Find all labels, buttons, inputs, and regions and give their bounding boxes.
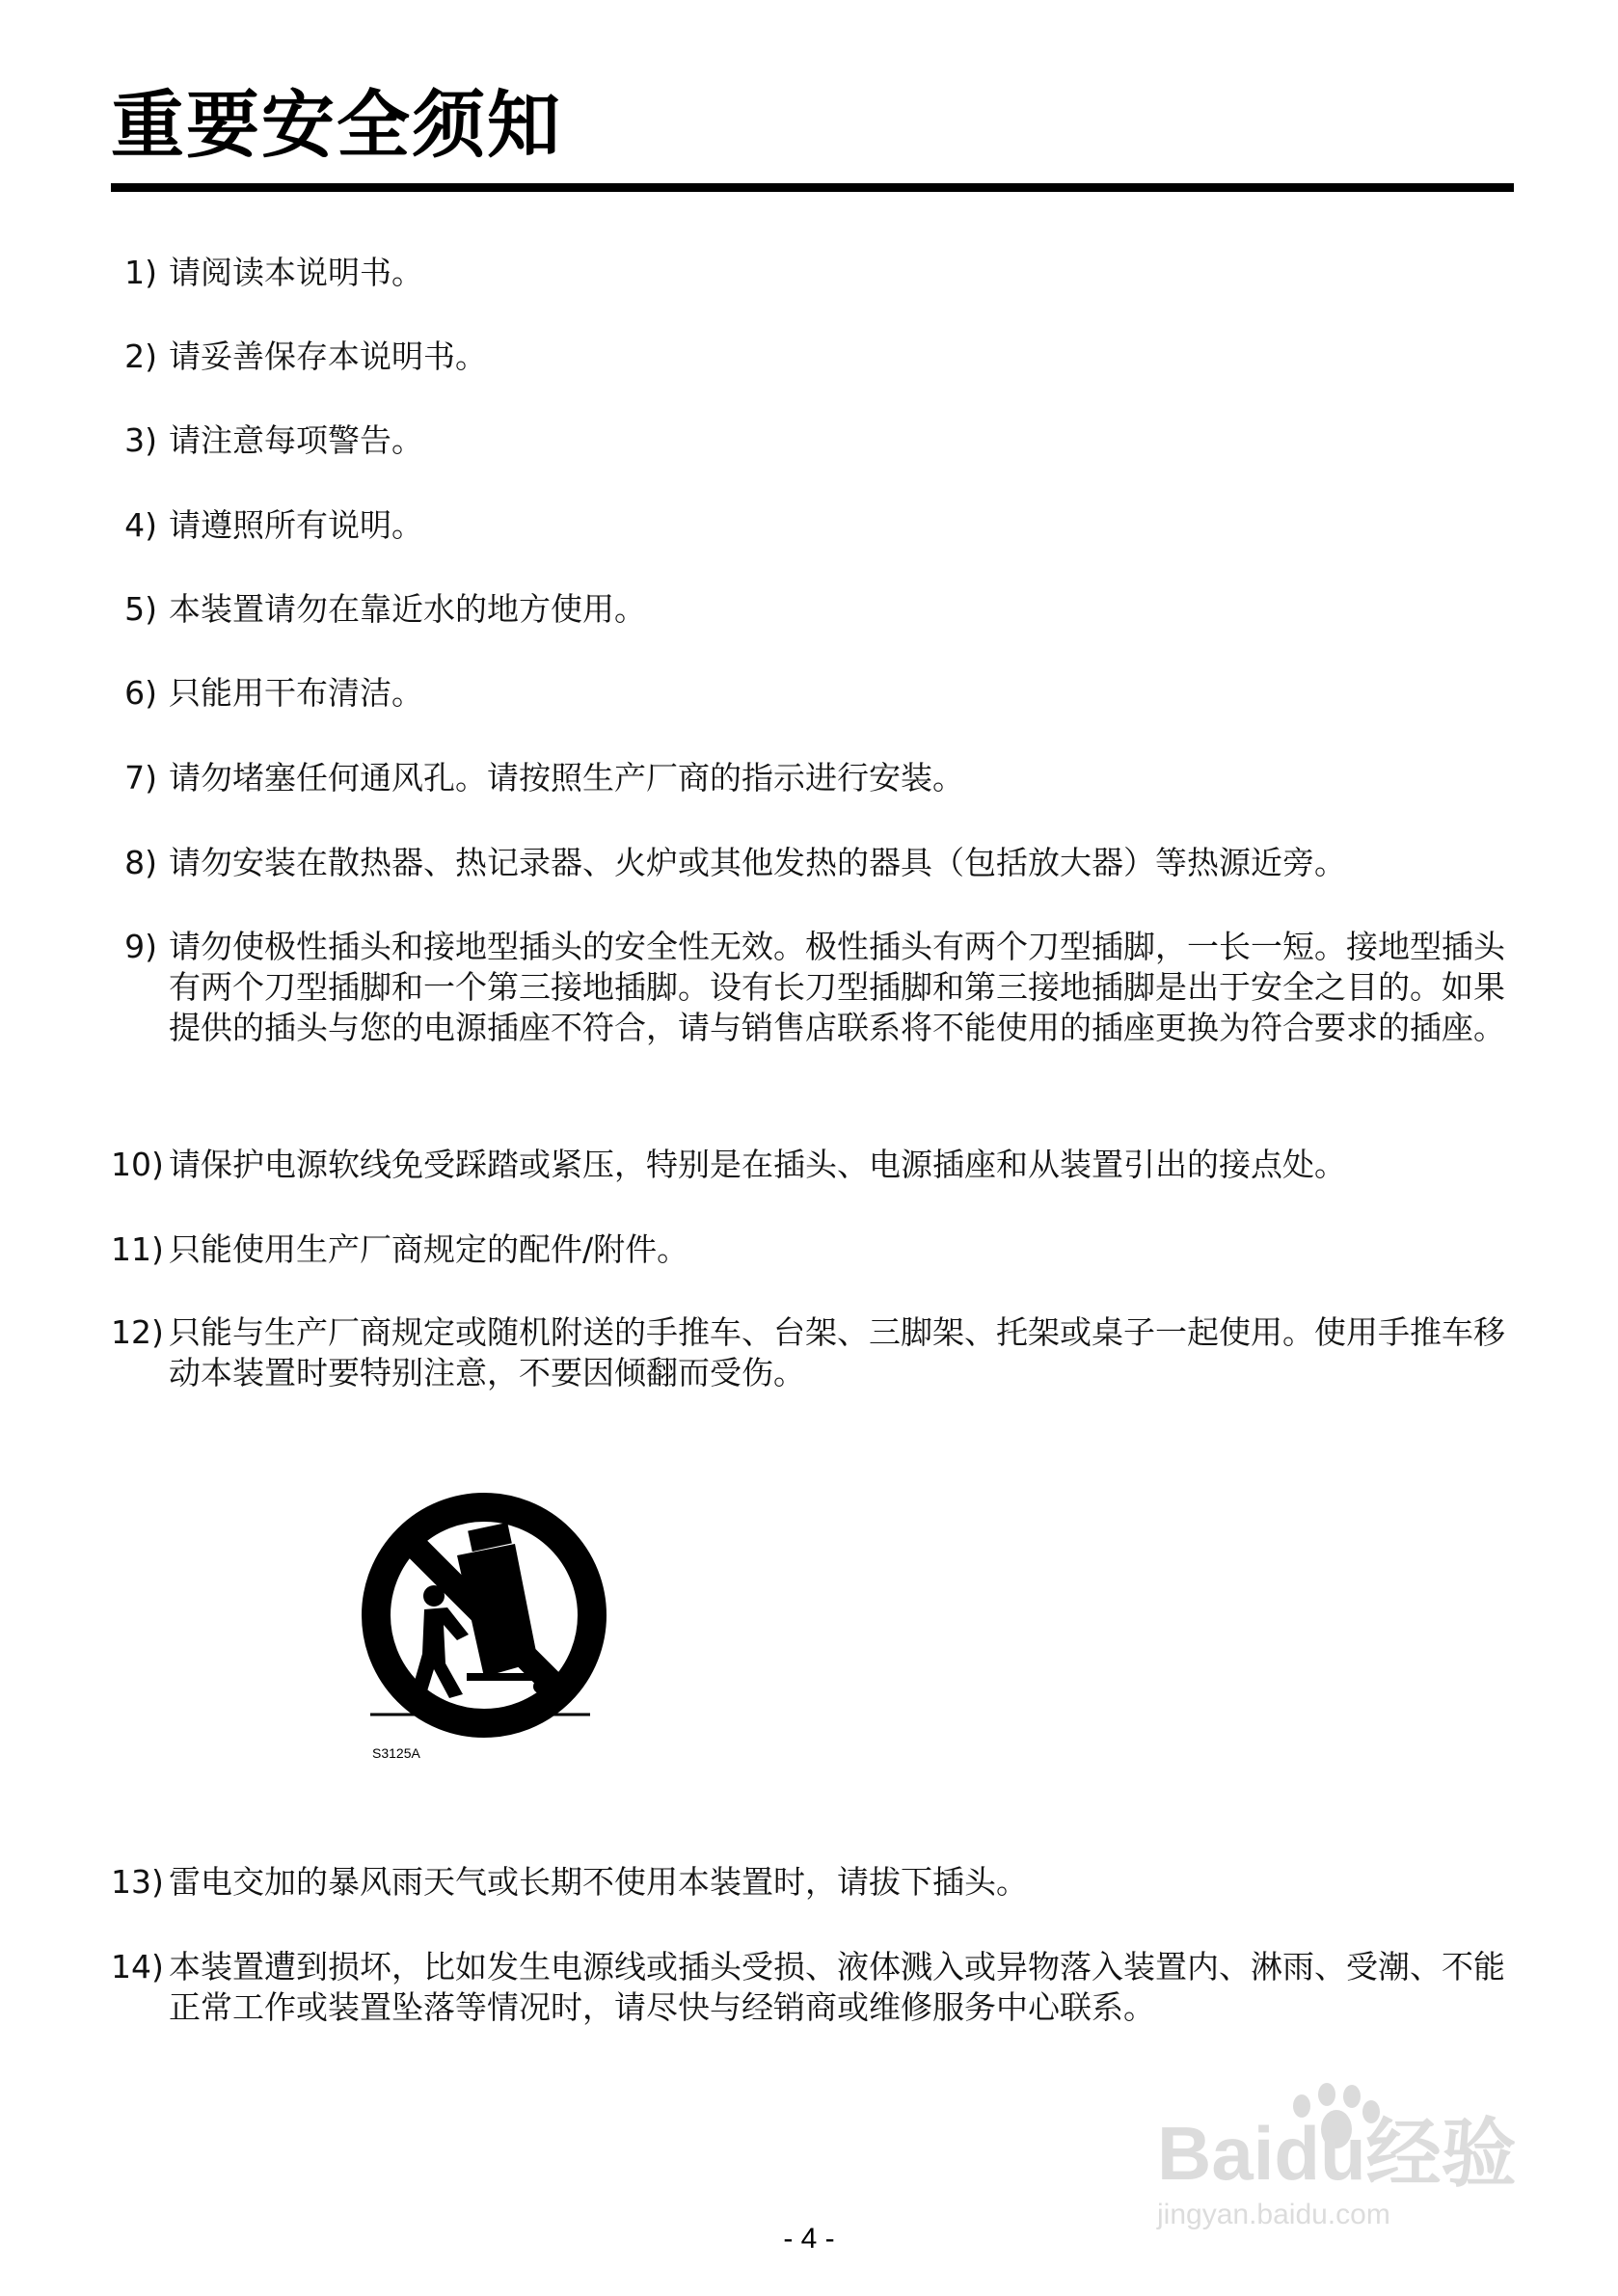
item-number: 13) xyxy=(111,1863,164,1901)
baidu-jingyan-watermark xyxy=(1147,2073,1552,2237)
item-text: 请保护电源软线免受踩踏或紧压，特别是在插头、电源插座和从装置引出的接点处。 xyxy=(169,1146,1346,1183)
item-number: 5) xyxy=(124,590,157,628)
list-item xyxy=(111,589,1509,630)
list-item xyxy=(111,1312,1509,1393)
watermark-logo: Baidu经验 xyxy=(1157,2111,1517,2196)
item-text: 雷电交加的暴风雨天气或长期不使用本装置时，请拔下插头。 xyxy=(169,1863,1028,1901)
item-text: 请妥善保存本说明书。 xyxy=(169,338,487,375)
item-number: 1) xyxy=(124,254,157,291)
figure-code: S3125A xyxy=(372,1745,420,1761)
list-item xyxy=(111,420,1509,461)
item-number: 14) xyxy=(111,1948,164,1985)
page-number: - 4 - xyxy=(783,2223,835,2255)
item-text: 请遵照所有说明。 xyxy=(169,506,423,544)
list-item xyxy=(111,843,1509,883)
list-item xyxy=(111,337,1509,377)
watermark-url: jingyan.baidu.com xyxy=(1157,2199,1390,2230)
list-item xyxy=(111,673,1509,714)
list-item xyxy=(111,253,1509,293)
list-item xyxy=(111,758,1509,798)
cart-tip-over-warning-icon xyxy=(349,1480,619,1769)
item-text: 请阅读本说明书。 xyxy=(169,254,423,291)
list-item xyxy=(111,505,1509,546)
item-text: 请勿堵塞任何通风孔。请按照生产厂商的指示进行安装。 xyxy=(169,759,964,797)
list-item xyxy=(111,1229,1509,1270)
item-number: 8) xyxy=(124,844,157,881)
item-text: 本装置遭到损坏，比如发生电源线或插头受损、液体溅入或异物落入装置内、淋雨、受潮、不能正常工作或装置坠落等情况时，请尽快与经销商或维修服务中心联系。 xyxy=(169,1948,1505,2026)
page-title: 重要安全须知 xyxy=(111,82,562,168)
item-number: 4) xyxy=(124,506,157,544)
item-text: 只能与生产厂商规定或随机附送的手推车、台架、三脚架、托架或桌子一起使用。使用手推车移动本装置时要特别注意，不要因倾翻而受伤。 xyxy=(169,1313,1505,1391)
item-number: 9) xyxy=(124,928,157,965)
item-text: 本装置请勿在靠近水的地方使用。 xyxy=(169,590,646,628)
item-text: 只能用干布清洁。 xyxy=(169,674,423,712)
item-text: 请勿使极性插头和接地型插头的安全性无效。极性插头有两个刀型插脚，一长一短。接地型插头有两个刀型插脚和一个第三接地插脚。设有长刀型插脚和第三接地插脚是出于安全之目的。如果提供的插头与您的电源插座不符合，请与销售店联系将不能使用的插座更换为符合要求的插座。 xyxy=(169,928,1505,1046)
title-rule xyxy=(111,183,1514,192)
list-item xyxy=(111,1862,1509,1903)
item-number: 7) xyxy=(124,759,157,797)
list-item xyxy=(111,1145,1509,1185)
item-text: 请注意每项警告。 xyxy=(169,421,423,459)
item-number: 11) xyxy=(111,1230,164,1268)
item-number: 12) xyxy=(111,1313,164,1351)
item-number: 6) xyxy=(124,674,157,712)
item-text: 请勿安装在散热器、热记录器、火炉或其他发热的器具（包括放大器）等热源近旁。 xyxy=(169,844,1346,881)
item-number: 3) xyxy=(124,421,157,459)
item-number: 2) xyxy=(124,338,157,375)
item-text: 只能使用生产厂商规定的配件/附件。 xyxy=(169,1230,689,1268)
list-item xyxy=(111,1947,1509,2028)
list-item xyxy=(111,927,1509,1048)
item-number: 10) xyxy=(111,1146,164,1183)
